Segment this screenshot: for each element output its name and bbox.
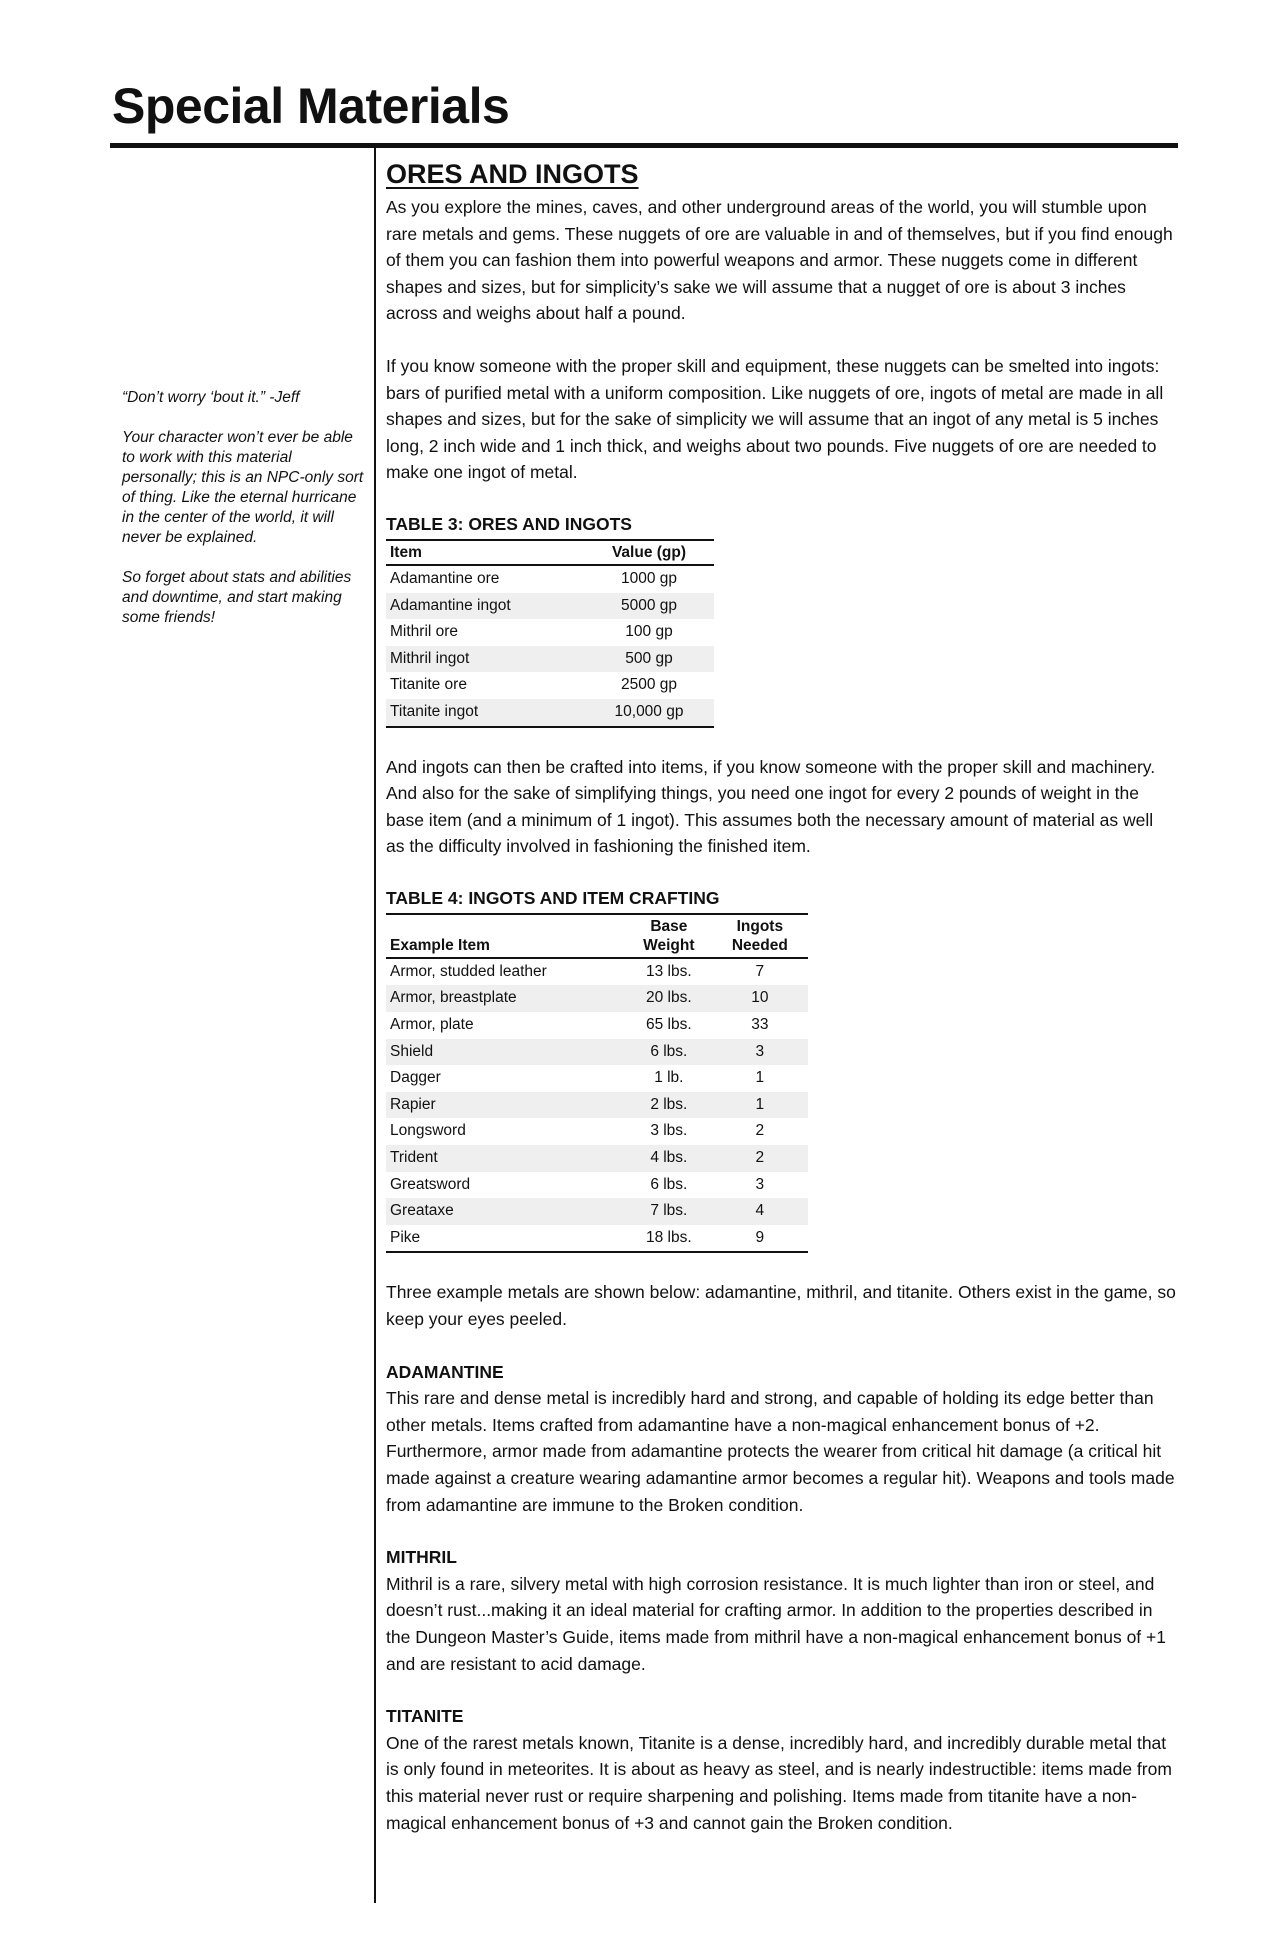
table-title: TABLE 3: ORES AND INGOTS bbox=[386, 513, 632, 534]
table-cell: Armor, plate bbox=[390, 1016, 474, 1034]
table-cell: Armor, studded leather bbox=[390, 962, 547, 980]
column-header: Base Weight bbox=[626, 914, 712, 958]
table-cell: 2 bbox=[755, 1122, 765, 1140]
ingots-crafting-table bbox=[386, 913, 808, 1254]
table-cell: 1 bbox=[712, 1092, 808, 1119]
table-cell: Dagger bbox=[390, 1069, 441, 1087]
table-cell: 20 lbs. bbox=[626, 985, 712, 1012]
table-cell: 65 lbs. bbox=[646, 1016, 692, 1034]
column-header: Value (gp) bbox=[584, 540, 714, 565]
table-cell: 13 lbs. bbox=[646, 962, 692, 980]
sidebar-notes bbox=[122, 388, 367, 648]
table-cell: Armor, breastplate bbox=[386, 985, 626, 1012]
body-paragraph: If you know someone with the proper skill and equipment, these nuggets can be smelted into ingots: bars of purified metal with a uniform composition. Like nuggets of ore, ingots of metal are made in all shapes and sizes, but for the sake of simplicity we will assume that an ingot of any metal is 5 inches long, 2 inch wide and 1 inch thick, and weighs about two pounds. Five nuggets of ore are needed to make one ingot of metal. bbox=[386, 355, 1164, 483]
column-header: Example Item bbox=[386, 914, 626, 958]
ores-ingots-table bbox=[386, 539, 714, 728]
table-cell: 3 lbs. bbox=[650, 1122, 688, 1140]
table-cell: 5000 gp bbox=[584, 593, 714, 620]
table-row bbox=[386, 1039, 808, 1066]
table-row bbox=[386, 1172, 808, 1199]
section-heading: ORES AND INGOTS bbox=[386, 159, 639, 189]
table-cell: 500 gp bbox=[584, 646, 714, 673]
table-cell: Trident bbox=[386, 1145, 626, 1172]
table-cell: 3 bbox=[712, 1039, 808, 1066]
table-cell: 7 lbs. bbox=[626, 1198, 712, 1225]
table-cell: 2 lbs. bbox=[626, 1092, 712, 1119]
table-cell: Adamantine ingot bbox=[386, 593, 584, 620]
metal-description: This rare and dense metal is incredibly hard and strong, and capable of holding its edge better than other metals. Items crafted from adamantine have a non-magical enhancement bonus of +2. Furthermore, armor made from adamantine protects the wearer from critical hit damage (a critical hit made against a creature wearing adamantine armor becomes a regular hit). Weapons and tools made from adamantine are immune to the Broken condition. bbox=[386, 1388, 1175, 1515]
sidebar-note: Your character won’t ever be able to work with this material personally; this is an NPC-only sort of thing. Like the eternal hurricane in the center of the world, it will never be explained. bbox=[122, 429, 364, 546]
table-row bbox=[386, 1198, 808, 1225]
table-cell: 1000 gp bbox=[620, 569, 678, 587]
table-cell: Longsword bbox=[390, 1122, 466, 1140]
body-paragraph: As you explore the mines, caves, and other underground areas of the world, you will stumble upon rare metals and gems. These nuggets of ore are valuable in and of themselves, but if you find enough of them you can fashion them into powerful weapons and armor. These nuggets come in different shapes and sizes, but for simplicity’s sake we will assume that a nugget of ore is about 3 inches across and weighs about half a pound. bbox=[386, 197, 1173, 324]
metal-description: Mithril is a rare, silvery metal with high corrosion resistance. It is much lighter than iron or steel, and doesn’t rust...making it an ideal material for crafting armor. In addition to the properties described in the Dungeon Master’s Guide, items made from mithril have a non-magical enhancement bonus of +1 and are resistant to acid damage. bbox=[386, 1573, 1166, 1674]
sidebar-quote: “Don’t worry ‘bout it.” -Jeff bbox=[122, 389, 300, 406]
sidebar-note: So forget about stats and abilities and downtime, and start making some friends! bbox=[122, 569, 352, 626]
table-cell: Titanite ingot bbox=[386, 699, 584, 727]
table-cell: Shield bbox=[386, 1039, 626, 1066]
table-row bbox=[386, 646, 714, 673]
table-cell: 4 lbs. bbox=[626, 1145, 712, 1172]
table-cell: 3 bbox=[755, 1175, 765, 1193]
table-header-row bbox=[386, 540, 714, 565]
table-cell: 2 bbox=[712, 1145, 808, 1172]
table-cell: 2500 gp bbox=[620, 676, 678, 694]
table-cell: Mithril ingot bbox=[386, 646, 584, 673]
metal-heading-titanite: TITANITE bbox=[386, 1706, 464, 1727]
table-cell: Greataxe bbox=[386, 1198, 626, 1225]
table-cell: Pike bbox=[386, 1225, 626, 1253]
column-header: Item bbox=[386, 540, 584, 565]
metal-heading-mithril: MITHRIL bbox=[386, 1547, 457, 1568]
table-row bbox=[386, 1065, 808, 1092]
column-divider bbox=[374, 148, 376, 1903]
main-column bbox=[386, 157, 1176, 1862]
table-cell: 1 bbox=[755, 1069, 765, 1087]
table-cell: 10,000 gp bbox=[584, 699, 714, 727]
table-row bbox=[386, 672, 714, 699]
column-header: Ingots Needed bbox=[712, 914, 808, 958]
table-header-row bbox=[386, 914, 808, 958]
table-cell: 18 lbs. bbox=[626, 1225, 712, 1253]
table-row bbox=[386, 985, 808, 1012]
table-cell: 6 lbs. bbox=[626, 1039, 712, 1066]
table-cell: 4 bbox=[712, 1198, 808, 1225]
metal-heading-adamantine: ADAMANTINE bbox=[386, 1361, 504, 1382]
table-cell: 9 bbox=[712, 1225, 808, 1253]
title-rule bbox=[110, 143, 1178, 148]
table-row bbox=[386, 699, 714, 727]
table-row bbox=[386, 593, 714, 620]
table-cell: Adamantine ore bbox=[390, 569, 500, 587]
table-cell: Greatsword bbox=[390, 1175, 471, 1193]
page-title: Special Materials bbox=[112, 78, 510, 134]
table-row bbox=[386, 1225, 808, 1253]
table-row bbox=[386, 958, 808, 986]
table-row bbox=[386, 565, 714, 593]
table-cell: 10 bbox=[712, 985, 808, 1012]
table-cell: 33 bbox=[751, 1016, 769, 1034]
table-row bbox=[386, 1092, 808, 1119]
body-paragraph: Three example metals are shown below: adamantine, mithril, and titanite. Others exist in the game, so keep your eyes peeled. bbox=[386, 1282, 1176, 1329]
table-cell: Rapier bbox=[386, 1092, 626, 1119]
table-row bbox=[386, 1145, 808, 1172]
table-cell: 7 bbox=[755, 962, 765, 980]
table-row bbox=[386, 619, 714, 646]
table-row bbox=[386, 1012, 808, 1039]
table-cell: 100 gp bbox=[625, 623, 673, 641]
table-cell: Titanite ore bbox=[390, 676, 467, 694]
table-cell: 1 lb. bbox=[654, 1069, 684, 1087]
table-cell: 6 lbs. bbox=[650, 1175, 688, 1193]
body-paragraph: And ingots can then be crafted into items, if you know someone with the proper skill and machinery. And also for the sake of simplifying things, you need one ingot for every 2 pounds of weight in the base item (and a minimum of 1 ingot). This assumes both the necessary amount of material as well as the difficulty involved in fashioning the finished item. bbox=[386, 756, 1156, 857]
table-cell: Mithril ore bbox=[390, 623, 459, 641]
table-row bbox=[386, 1118, 808, 1145]
table-title: TABLE 4: INGOTS AND ITEM CRAFTING bbox=[386, 887, 720, 908]
metal-description: One of the rarest metals known, Titanite is a dense, incredibly hard, and incredibly durable metal that is only found in meteorites. It is about as heavy as steel, and is nearly indestructible: items made from this material never rust or require sharpening and polishing. Items made from titanite have a non-magical enhancement bonus of +3 and cannot gain the Broken condition. bbox=[386, 1732, 1172, 1833]
